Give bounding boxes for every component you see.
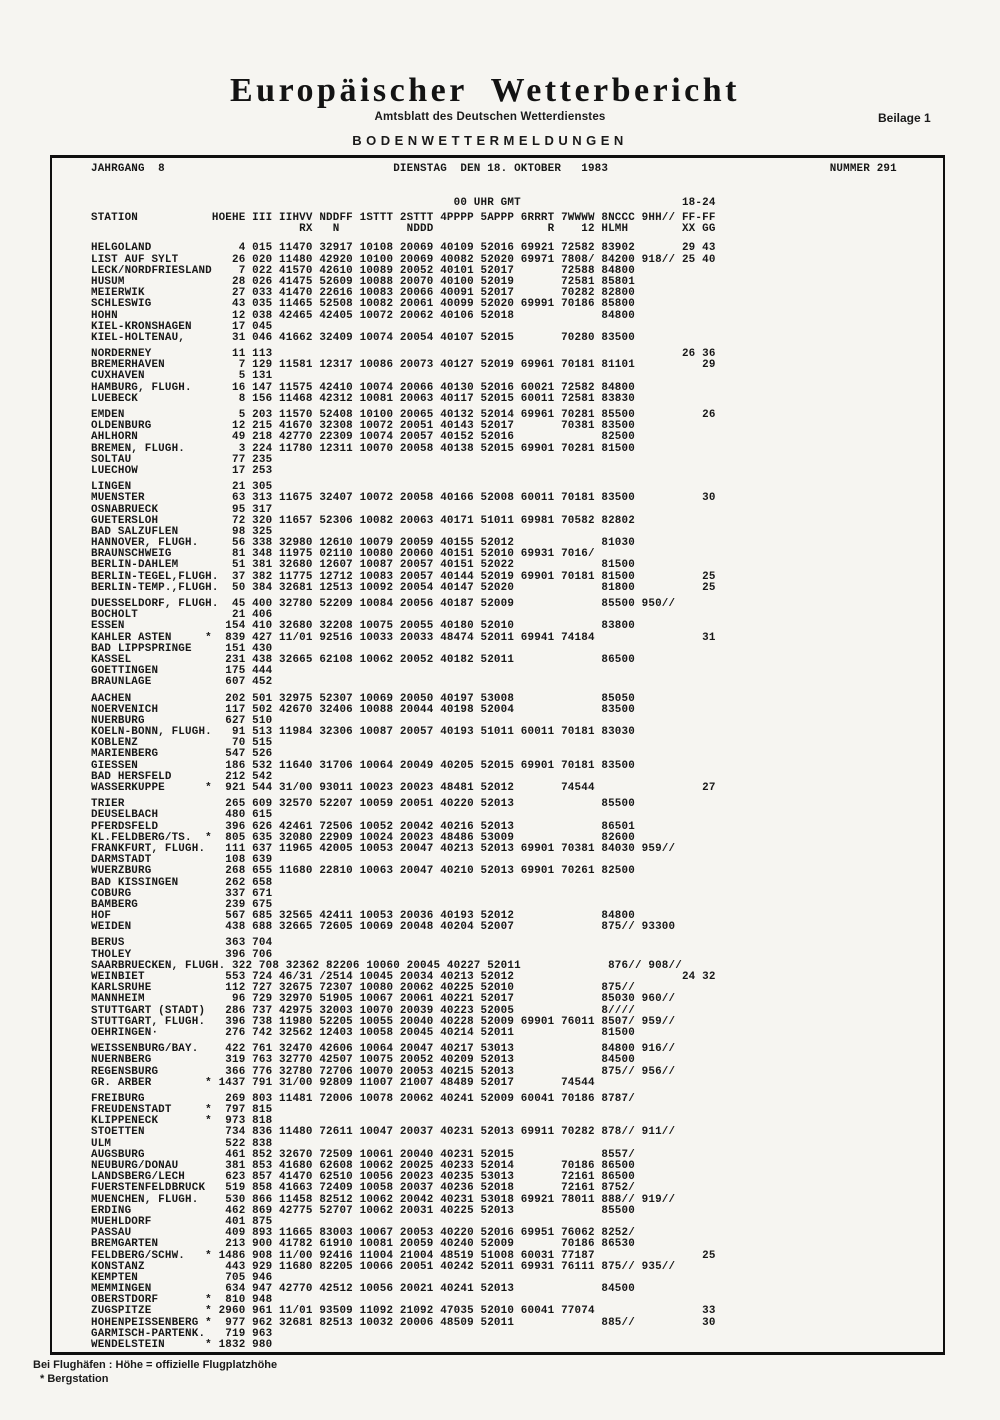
station-row: WUERZBURG 268 655 11680 22810 10063 20047 40210 52013 69901 70261 82500 <box>91 865 635 878</box>
station-row: BREMEN, FLUGH. 3 224 11780 12311 10070 20058 40138 52015 69901 70281 81500 <box>91 442 635 455</box>
station-row: GUETERSLOH 72 320 11657 52306 10082 20063 40171 51011 69981 70582 82802 <box>91 514 635 527</box>
station-row: LUECHOW 17 253 <box>91 464 273 477</box>
station-row: KONSTANZ 443 929 11680 82205 10066 20051 40242 52011 69931 76111 875// 935// <box>91 1260 676 1273</box>
footnote-airports: Bei Flughäfen : Höhe = offizielle Flugplatzhöhe <box>33 1359 278 1371</box>
station-row: BERLIN-DAHLEM 51 381 32680 12607 10087 20057 40151 52022 81500 <box>91 559 635 572</box>
station-row: BREMGARTEN 213 900 41782 61910 10081 20059 40240 52009 70186 86530 <box>91 1238 635 1251</box>
station-row: GOETTINGEN 175 444 <box>91 665 273 678</box>
station-row: PFERDSFELD 396 626 42461 72506 10052 20042 40216 52013 86501 <box>91 820 635 833</box>
subtitle: Amtsblatt des Deutschen Wetterdienstes <box>374 111 606 123</box>
station-row: OLDENBURG 12 215 41670 32308 10072 20051 40143 52017 70381 83500 <box>91 420 635 433</box>
station-row: CUXHAVEN 5 131 <box>91 370 273 383</box>
station-row: KASSEL 231 438 32665 62108 10062 20052 40182 52011 86500 <box>91 653 635 666</box>
station-row: LECK/NORDFRIESLAND 7 022 41570 42610 10089 20052 40101 52017 72588 84800 <box>91 264 635 277</box>
station-group <box>91 410 716 477</box>
station-row: HOHN 12 038 42465 42405 10072 20062 40106 52018 84800 <box>91 309 635 322</box>
station-row: BERUS 363 704 <box>91 937 273 950</box>
station-row: KOELN-BONN, FLUGH. 91 513 11984 32306 10087 20057 40193 51011 60011 70181 83030 <box>91 726 635 739</box>
station-row: STUTTGART (STADT) 286 737 42975 32003 10070 20039 40223 52005 8//// <box>91 1004 635 1017</box>
station-row: HUSUM 28 026 41475 52609 10088 20070 40100 52019 72581 85801 <box>91 275 635 288</box>
station-row: HOF 567 685 32565 42411 10053 20036 40193 52012 84800 <box>91 910 635 923</box>
report-frame <box>50 155 945 1355</box>
station-row: OBERSTDORF * 810 948 <box>91 1294 273 1307</box>
station-row: WEINBIET 553 724 46/31 /2514 10045 20034 40213 52012 24 32 <box>91 971 716 983</box>
station-group <box>91 938 716 1039</box>
station-row: LUEBECK 8 156 11468 42312 10081 20063 40117 52015 60011 72581 83830 <box>91 392 635 405</box>
station-row: HANNOVER, FLUGH. 56 338 32980 12610 10079 20059 40155 52012 81030 <box>91 537 635 550</box>
station-row: SOLTAU 77 235 <box>91 453 273 466</box>
observation-time-line: 00 UHR GMT 18-24 <box>91 197 716 209</box>
station-row: WASSERKUPPE * 921 544 31/00 93011 10023 20023 48481 52012 74544 27 <box>91 782 716 794</box>
station-row: BRAUNSCHWEIG 81 348 11975 02110 10080 20060 40151 52010 69931 7016/ <box>91 548 595 561</box>
station-row: GR. ARBER * 1437 791 31/00 92809 11007 21007 48489 52017 74544 <box>91 1076 595 1089</box>
station-row: KIEL-KRONSHAGEN 17 045 <box>91 320 273 333</box>
station-row: MEIERWIK 27 033 41470 22616 10083 20066 40091 52017 70282 82800 <box>91 287 635 300</box>
station-row: MUENSTER 63 313 11675 32407 10072 20058 40166 52008 60011 70181 83500 30 <box>91 492 716 505</box>
station-group <box>91 694 716 795</box>
station-row: MUEHLDORF 401 875 <box>91 1215 273 1228</box>
station-row: LANDSBERG/LECH 623 857 41470 62510 10056 20023 40235 53013 72161 86500 <box>91 1171 635 1184</box>
station-row: KIEL-HOLTENAU, 31 046 41662 32409 10074 20054 40107 52015 70280 83500 <box>91 331 635 344</box>
station-row: MARIENBERG 547 526 <box>91 748 273 761</box>
station-row: ZUGSPITZE * 2960 961 11/01 93509 11092 21092 47035 52010 60041 77074 33 <box>91 1305 716 1318</box>
station-row: BAD LIPPSPRINGE 151 430 <box>91 642 273 655</box>
station-row: MEMMINGEN 634 947 42770 42512 10056 20021 40241 52013 84500 <box>91 1283 635 1296</box>
issue-meta-line: JAHRGANG 8 DIENSTAG DEN 18. OKTOBER 1983 NUMMER 291 <box>91 163 897 175</box>
station-row: KEMPTEN 705 946 <box>91 1271 273 1284</box>
station-row: HAMBURG, FLUGH. 16 147 11575 42410 10074 20066 40130 52016 60021 72582 84800 <box>91 381 635 394</box>
station-group <box>91 1044 716 1089</box>
station-row: BAD KISSINGEN 262 658 <box>91 876 273 889</box>
station-row: KAHLER ASTEN * 839 427 11/01 92516 10033 20033 48474 52011 69941 74184 31 <box>91 631 716 644</box>
station-row: DUESSELDORF, FLUGH. 45 400 32780 52209 10084 20056 40187 52009 85500 950// <box>91 598 676 610</box>
station-row: AHLHORN 49 218 42770 22309 10074 20057 40152 52016 82500 <box>91 431 635 444</box>
station-row: WEISSENBURG/BAY. 422 761 32470 42606 10064 20047 40217 53013 84800 916// <box>91 1043 676 1056</box>
station-row: GARMISCH-PARTENK. 719 963 <box>91 1327 273 1340</box>
station-group <box>91 243 716 344</box>
station-row: FREIBURG 269 803 11481 72006 10078 20062 40241 52009 60041 70186 8787/ <box>91 1092 635 1105</box>
station-row: MANNHEIM 96 729 32970 51905 10067 20061 40221 52017 85030 960// <box>91 993 676 1006</box>
station-row: HELGOLAND 4 015 11470 32917 10108 20069 40109 52016 69921 72582 83902 29 43 <box>91 242 716 255</box>
station-row: WENDELSTEIN * 1832 980 <box>91 1339 273 1351</box>
beilage-label: Beilage 1 <box>878 111 931 125</box>
station-row: FUERSTENFELDBRUCK 519 858 41663 72409 10058 20037 40236 52018 72161 8752/ <box>91 1182 635 1195</box>
station-row: AUGSBURG 461 852 32670 72509 10061 20040 40231 52015 8557/ <box>91 1148 635 1161</box>
station-row: ERDING 462 869 42775 52707 10062 20031 40225 52013 85500 <box>91 1204 635 1217</box>
station-row: GIESSEN 186 532 11640 31706 10064 20049 40205 52015 69901 70181 83500 <box>91 759 635 772</box>
station-row: KOBLENZ 70 515 <box>91 737 273 750</box>
page-title: Europäischer Wetterbericht <box>229 72 740 109</box>
station-row: BOCHOLT 21 406 <box>91 609 273 622</box>
station-row: TRIER 265 609 32570 52207 10059 20051 40220 52013 85500 <box>91 798 635 811</box>
station-row: AACHEN 202 501 32975 52307 10069 20050 40197 53008 85050 <box>91 692 635 705</box>
station-row: LIST AUF SYLT 26 020 11480 42920 10100 20069 40082 52020 69971 7808/ 84200 918// 25 40 <box>91 253 716 266</box>
station-row: STUTTGART, FLUGH. 396 738 11980 52205 10055 20040 40228 52009 69901 76011 8507/ 959// <box>91 1015 676 1028</box>
station-row: OEHRINGEN· 276 742 32562 12403 10058 20045 40214 52011 81500 <box>91 1026 635 1039</box>
station-row: LINGEN 21 305 <box>91 481 273 494</box>
table-header-row1: STATION HOEHE III IIHVV NDDFF 1STTT 2STTT 4PPPP 5APPP 6RRRT 7WWWW 8NCCC 9HH// FF-FF <box>91 212 716 224</box>
station-row: OSNABRUECK 95 317 <box>91 503 273 516</box>
station-row: ESSEN 154 410 32680 32208 10075 20055 40180 52010 83800 <box>91 620 635 633</box>
footnote-mountain: * Bergstation <box>40 1373 109 1385</box>
station-row: ULM 522 838 <box>91 1137 273 1150</box>
station-group <box>91 599 716 689</box>
station-row: NEUBURG/DONAU 381 853 41680 62608 10062 20025 40233 52014 70186 86500 <box>91 1160 635 1172</box>
station-row: BAMBERG 239 675 <box>91 898 273 911</box>
station-row: BERLIN-TEMP.,FLUGH. 50 384 32681 12513 10092 20054 40147 52020 81800 25 <box>91 581 716 594</box>
station-row: FRANKFURT, FLUGH. 111 637 11965 42005 10053 20047 40213 52013 69901 70381 84030 959// <box>91 842 676 855</box>
station-row: PASSAU 409 893 11665 83003 10067 20053 40220 52016 69951 76062 8252/ <box>91 1227 635 1240</box>
table-header-row2: RX N NDDD R 12 HLMH XX GG <box>91 223 716 236</box>
station-row: HOHENPEISSENBERG * 977 962 32681 82513 10032 20006 48509 52011 885// 30 <box>91 1316 716 1329</box>
observation-table <box>91 213 716 1356</box>
station-row: DEUSELBACH 480 615 <box>91 809 273 822</box>
station-row: NUERNBERG 319 763 32770 42507 10075 20052 40209 52013 84500 <box>91 1054 635 1067</box>
station-row: BAD SALZUFLEN 98 325 <box>91 525 273 538</box>
station-row: REGENSBURG 366 776 32780 72706 10070 20053 40215 52013 875// 956// <box>91 1065 676 1078</box>
station-row: BRAUNLAGE 607 452 <box>91 676 273 689</box>
station-row: SAARBRUECKEN, FLUGH. 322 708 32362 82206 10060 20045 40227 52011 876// 908// <box>91 959 682 972</box>
station-row: NORDERNEY 11 113 26 36 <box>91 348 716 361</box>
station-row: THOLEY 396 706 <box>91 948 273 961</box>
station-group <box>91 482 716 594</box>
section-title: BODENWETTERMELDUNGEN <box>352 133 628 148</box>
station-row: KL.FELDBERG/TS. * 805 635 32080 22909 10024 20023 48486 53009 82600 <box>91 831 635 844</box>
station-row: SCHLESWIG 43 035 11465 52508 10082 20061 40099 52020 69991 70186 85800 <box>91 298 635 311</box>
station-row: COBURG 337 671 <box>91 887 273 900</box>
station-row: KLIPPENECK * 973 818 <box>91 1115 273 1128</box>
station-row: EMDEN 5 203 11570 52408 10100 20065 40132 52014 69961 70281 85500 26 <box>91 409 716 421</box>
station-rows <box>91 243 716 1351</box>
station-row: WEIDEN 438 688 32665 72605 10069 20048 40204 52007 875// 93300 <box>91 921 676 934</box>
station-group <box>91 1094 716 1351</box>
station-row: NOERVENICH 117 502 42670 32406 10088 20044 40198 52004 83500 <box>91 703 635 716</box>
station-row: FREUDENSTADT * 797 815 <box>91 1104 273 1117</box>
station-row: NUERBURG 627 510 <box>91 714 273 727</box>
station-row: BAD HERSFELD 212 542 <box>91 770 273 783</box>
station-group <box>91 349 716 405</box>
station-row: FELDBERG/SCHW. * 1486 908 11/00 92416 11004 21004 48519 51008 60031 77187 25 <box>91 1249 716 1262</box>
station-row: KARLSRUHE 112 727 32675 72307 10080 20062 40225 52010 875// <box>91 982 635 995</box>
station-row: DARMSTADT 108 639 <box>91 854 273 867</box>
station-row: MUENCHEN, FLUGH. 530 866 11458 82512 10062 20042 40231 53018 69921 78011 888// 919// <box>91 1193 676 1206</box>
station-row: BREMERHAVEN 7 129 11581 12317 10086 20073 40127 52019 69961 70181 81101 29 <box>91 359 716 372</box>
station-row: STOETTEN 734 836 11480 72611 10047 20037 40231 52013 69911 70282 878// 911// <box>91 1126 676 1139</box>
station-group <box>91 799 716 933</box>
station-row: BERLIN-TEGEL,FLUGH. 37 382 11775 12712 10083 20057 40144 52019 69901 70181 81500 25 <box>91 570 716 583</box>
